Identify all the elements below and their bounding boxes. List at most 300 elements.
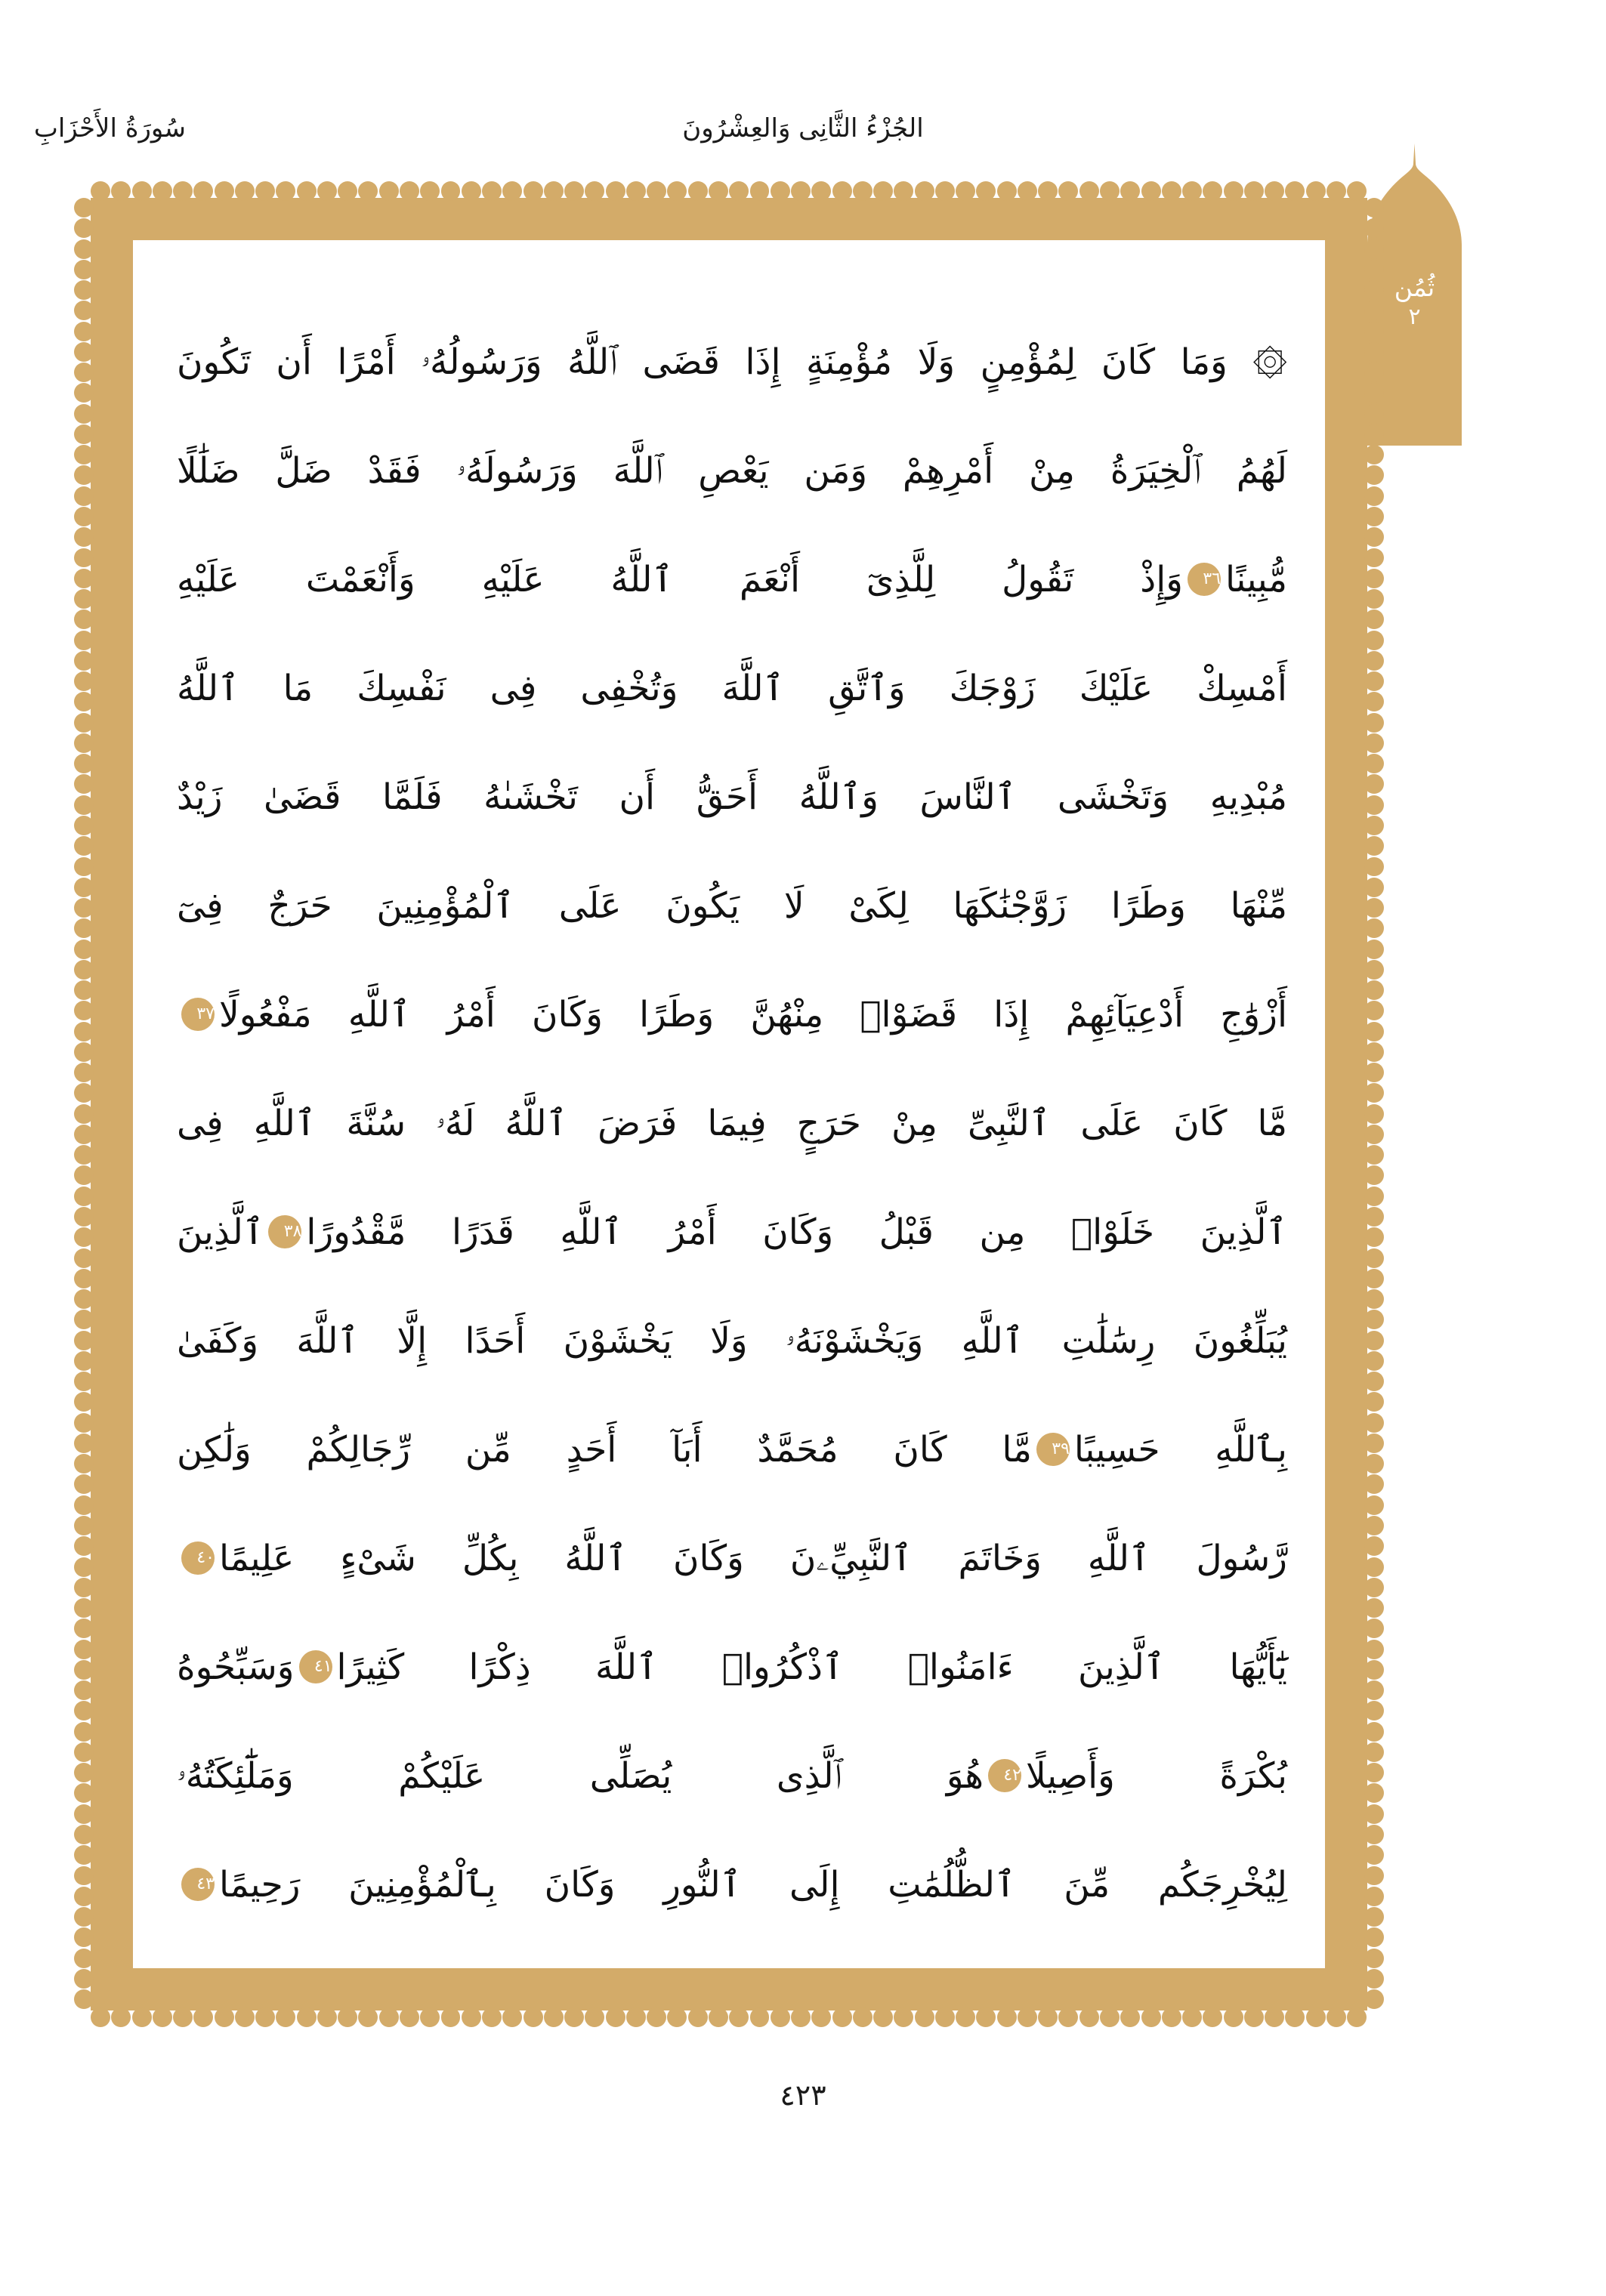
quran-line: [177, 1613, 1287, 1722]
scallop-bump: [853, 181, 872, 201]
scallop-bump: [1058, 2007, 1078, 2027]
scallop-bump: [915, 2007, 934, 2027]
scallop-bump: [74, 733, 94, 753]
scallop-bump: [1364, 1125, 1384, 1144]
ayah-number-badge: ٤٢: [988, 1759, 1021, 1792]
scallop-bump: [420, 2007, 440, 2027]
scallop-bump: [1364, 1042, 1384, 1062]
scallop-bump: [1364, 1660, 1384, 1680]
scallop-bump: [1141, 2007, 1161, 2027]
scallop-bump: [74, 486, 94, 506]
scallop-bump: [74, 569, 94, 588]
quran-line: [177, 1504, 1287, 1613]
scallop-bump: [74, 1042, 94, 1062]
scallop-bump: [74, 342, 94, 362]
scallop-bump: [894, 2007, 913, 2027]
scallop-bump: [74, 1763, 94, 1782]
scallop-bump: [1364, 1145, 1384, 1165]
ayah-number-badge: ٣٦: [1188, 563, 1221, 596]
scallop-bump: [606, 181, 625, 201]
quran-line: [177, 1396, 1287, 1504]
scallop-bump: [1038, 181, 1058, 201]
scallop-bump: [1120, 2007, 1140, 2027]
scallop-bump: [74, 1063, 94, 1082]
scallop-bump: [193, 2007, 213, 2027]
scallop-bump: [74, 1722, 94, 1742]
scallop-bump: [1182, 181, 1202, 201]
scallop-bump: [132, 2007, 152, 2027]
scallop-bump: [935, 181, 955, 201]
ayah-number-badge: ٣٧: [181, 998, 215, 1031]
scallop-bump: [379, 2007, 399, 2027]
quran-line: [177, 417, 1287, 526]
scallop-bump: [482, 2007, 502, 2027]
scallop-bump: [74, 1454, 94, 1474]
scallop-bump: [1364, 692, 1384, 711]
scallop-edge-bottom: [91, 2007, 1367, 2027]
ayah-number-badge: ٣٨: [268, 1215, 301, 1248]
scallop-bump: [1364, 609, 1384, 629]
scallop-bump: [1364, 445, 1384, 464]
scallop-bump: [1364, 1289, 1384, 1309]
scallop-edge-left: [74, 198, 94, 2011]
scallop-bump: [1364, 671, 1384, 691]
line-text-continued: وَإِذْ تَقُولُ لِلَّذِىٓ أَنْعَمَ ٱللَّهُ عَلَيْهِ وَأَنْعَمْتَ عَلَيْهِ: [177, 559, 1183, 600]
scallop-bump: [276, 181, 295, 201]
scallop-bump: [811, 2007, 831, 2027]
scallop-bump: [74, 692, 94, 711]
scallop-bump: [153, 2007, 172, 2027]
scallop-bump: [1285, 2007, 1305, 2027]
scallop-bump: [74, 609, 94, 629]
scallop-bump: [1224, 181, 1243, 201]
ayah-number-badge: ٤١: [299, 1650, 332, 1683]
scallop-bump: [74, 1578, 94, 1597]
scallop-bump: [853, 2007, 872, 2027]
scallop-bump: [564, 181, 584, 201]
scallop-bump: [74, 527, 94, 547]
scallop-bump: [153, 181, 172, 201]
scallop-bump: [1182, 2007, 1202, 2027]
decorative-frame: [91, 198, 1367, 2011]
scallop-bump: [873, 181, 893, 201]
scallop-bump: [729, 2007, 749, 2027]
scallop-bump: [1364, 713, 1384, 733]
scallop-bump: [1364, 1722, 1384, 1742]
scallop-bump: [1364, 1701, 1384, 1720]
line-text: مِّنْهَا وَطَرًا زَوَّجْنَٰكَهَا لِكَىْ لَا يَكُونَ عَلَى ٱلْمُؤْمِنِينَ حَرَجٌ فِىٓ: [177, 885, 1287, 927]
scallop-bump: [74, 1310, 94, 1329]
scallop-bump: [1364, 1269, 1384, 1288]
scallop-bump: [1364, 1949, 1384, 1968]
scallop-bump: [74, 1083, 94, 1103]
line-text: بُكْرَةً وَأَصِيلًا: [1025, 1755, 1287, 1797]
scallop-bump: [317, 181, 337, 201]
scallop-bump: [1364, 651, 1384, 671]
scallop-bump: [74, 1619, 94, 1638]
scallop-bump: [74, 1680, 94, 1700]
scallop-bump: [1364, 1825, 1384, 1844]
scallop-bump: [74, 631, 94, 650]
quran-line: [177, 1831, 1287, 1940]
scallop-bump: [74, 198, 94, 218]
ayah-number-badge: ٤٣: [181, 1868, 215, 1901]
thumn-label: ثُمُن: [1394, 273, 1435, 302]
line-text: مَّا كَانَ عَلَى ٱلنَّبِىِّ مِنْ حَرَجٍ فِيمَا فَرَضَ ٱللَّهُ لَهُۥ سُنَّةَ ٱللَّهِ فِى: [177, 1103, 1287, 1144]
scallop-bump: [502, 181, 522, 201]
line-text-continued: مَّا كَانَ مُحَمَّدٌ أَبَآ أَحَدٍ مِّن رِّجَالِكُمْ وَلَٰكِن: [177, 1429, 1032, 1470]
scallop-bump: [173, 2007, 193, 2027]
scallop-bump: [1244, 2007, 1264, 2027]
scallop-bump: [400, 2007, 419, 2027]
scallop-bump: [894, 181, 913, 201]
scallop-bump: [74, 940, 94, 959]
scallop-bump: [791, 181, 811, 201]
scallop-bump: [1364, 1989, 1384, 2009]
scallop-bump: [74, 1866, 94, 1886]
scallop-bump: [544, 181, 564, 201]
scallop-bump: [1364, 1783, 1384, 1803]
scallop-bump: [317, 2007, 337, 2027]
ayah-number-badge: ٤٠: [181, 1541, 215, 1575]
scallop-bump: [74, 589, 94, 609]
line-text: بِٱللَّهِ حَسِيبًا: [1073, 1429, 1287, 1470]
scallop-bump: [74, 260, 94, 279]
scallop-bump: [771, 181, 790, 201]
line-text: ۞ وَمَا كَانَ لِمُؤْمِنٍ وَلَا مُؤْمِنَةٍ إِذَا قَضَى ٱللَّهُ وَرَسُولُهُۥ أَمْرًا أَن تَكُونَ: [177, 341, 1287, 383]
scallop-bump: [976, 2007, 996, 2027]
scallop-bump: [523, 2007, 543, 2027]
scallop-bump: [1364, 1454, 1384, 1474]
scallop-bump: [74, 857, 94, 877]
scallop-bump: [1364, 836, 1384, 856]
scallop-bump: [1364, 1392, 1384, 1412]
scallop-bump: [276, 2007, 295, 2027]
scallop-bump: [74, 301, 94, 320]
scallop-bump: [74, 218, 94, 238]
scallop-bump: [647, 181, 666, 201]
scallop-bump: [1100, 2007, 1120, 2027]
scallop-bump: [74, 1474, 94, 1494]
scallop-bump: [1364, 733, 1384, 753]
scallop-bump: [935, 2007, 955, 2027]
scallop-bump: [74, 1372, 94, 1391]
line-text: رَّسُولَ ٱللَّهِ وَخَاتَمَ ٱلنَّبِيِّۦنَ وَكَانَ ٱللَّهُ بِكُلِّ شَىْءٍ عَلِيمًا: [219, 1538, 1287, 1579]
scallop-bump: [1364, 1640, 1384, 1659]
scallop-bump: [1364, 1680, 1384, 1700]
scallop-bump: [1364, 569, 1384, 588]
scallop-bump: [1265, 2007, 1284, 2027]
scallop-edge-right: [1364, 198, 1384, 2011]
scallop-bump: [1364, 342, 1384, 362]
scallop-bump: [215, 2007, 234, 2027]
scallop-bump: [74, 1413, 94, 1433]
scallop-bump: [1018, 2007, 1037, 2027]
scallop-bump: [1364, 1763, 1384, 1782]
scallop-bump: [1285, 181, 1305, 201]
quran-text-block: [177, 308, 1287, 1940]
line-text-continued: ٱلَّذِينَ: [177, 1211, 264, 1253]
line-text: أَمْسِكْ عَلَيْكَ زَوْجَكَ وَٱتَّقِ ٱللَّهَ وَتُخْفِى فِى نَفْسِكَ مَا ٱللَّهُ: [177, 668, 1287, 709]
scallop-bump: [585, 181, 604, 201]
scallop-bump: [1364, 631, 1384, 650]
scallop-bump: [338, 2007, 357, 2027]
scallop-bump: [74, 1907, 94, 1927]
scallop-bump: [462, 181, 481, 201]
thumn-number: ٢: [1408, 304, 1421, 331]
line-text: ٱلَّذِينَ خَلَوْا۟ مِن قَبْلُ وَكَانَ أَمْرُ ٱللَّهِ قَدَرًا مَّقْدُورًا: [306, 1211, 1287, 1253]
scallop-bump: [626, 181, 646, 201]
quran-line: [177, 743, 1287, 852]
scallop-bump: [544, 2007, 564, 2027]
scallop-bump: [1364, 1536, 1384, 1556]
scallop-bump: [1364, 239, 1384, 259]
scallop-bump: [74, 1887, 94, 1906]
scallop-bump: [1364, 465, 1384, 485]
scallop-bump: [74, 445, 94, 464]
scallop-bump: [1203, 181, 1222, 201]
scallop-bump: [1326, 181, 1346, 201]
scallop-bump: [74, 1825, 94, 1844]
juz-title: الجُزْءُ الثَّانِى وَالعِشْرُونَ: [682, 113, 924, 144]
scallop-bump: [1364, 980, 1384, 1000]
page-number: ٤٢٣: [780, 2078, 826, 2112]
scallop-bump: [1079, 2007, 1099, 2027]
scallop-bump: [1364, 1433, 1384, 1453]
scallop-bump: [1364, 754, 1384, 773]
scallop-bump: [74, 836, 94, 856]
scallop-bump: [1306, 2007, 1326, 2027]
surah-title: سُورَةُ الأَحْزَابِ: [33, 113, 186, 144]
scallop-bump: [1364, 1413, 1384, 1433]
scallop-bump: [482, 181, 502, 201]
scallop-bump: [1364, 280, 1384, 300]
scallop-bump: [1120, 181, 1140, 201]
scallop-bump: [74, 1331, 94, 1350]
scallop-bump: [173, 181, 193, 201]
scallop-bump: [688, 2007, 708, 2027]
scallop-bump: [74, 1660, 94, 1680]
scallop-bump: [74, 1495, 94, 1515]
scallop-bump: [1364, 1207, 1384, 1227]
quran-line: [177, 1287, 1287, 1396]
scallop-bump: [1100, 181, 1120, 201]
scallop-bump: [74, 1742, 94, 1762]
scallop-bump: [1364, 1310, 1384, 1329]
scallop-bump: [1364, 1619, 1384, 1638]
scallop-bump: [1364, 589, 1384, 609]
line-text: أَزْوَٰجِ أَدْعِيَآئِهِمْ إِذَا قَضَوْا۟ مِنْهُنَّ وَطَرًا وَكَانَ أَمْرُ ٱللَّهِ مَفْعُولًا: [219, 994, 1287, 1035]
scallop-bump: [1364, 1516, 1384, 1535]
scallop-bump: [1364, 1495, 1384, 1515]
scallop-bump: [111, 2007, 131, 2027]
scallop-bump: [74, 1949, 94, 1968]
scallop-bump: [976, 181, 996, 201]
line-text: مُبْدِيهِ وَتَخْشَى ٱلنَّاسَ وَٱللَّهُ أَحَقُّ أَن تَخْشَىٰهُ فَلَمَّا قَضَىٰ زَيْدٌ: [177, 776, 1287, 818]
scallop-bump: [74, 1207, 94, 1227]
scallop-bump: [74, 1104, 94, 1124]
scallop-bump: [74, 1125, 94, 1144]
scallop-bump: [1364, 1083, 1384, 1103]
line-text-continued: وَسَبِّحُوهُ: [177, 1646, 295, 1688]
scallop-bump: [1364, 1104, 1384, 1124]
scallop-bump: [74, 774, 94, 794]
scallop-edge-top: [91, 181, 1367, 201]
scallop-bump: [74, 1227, 94, 1247]
scallop-bump: [1364, 1227, 1384, 1247]
quran-line: [177, 1722, 1287, 1831]
scallop-bump: [400, 181, 419, 201]
scallop-bump: [1018, 181, 1037, 201]
scallop-bump: [647, 2007, 666, 2027]
scallop-bump: [1364, 1866, 1384, 1886]
line-text: لِيُخْرِجَكُم مِّنَ ٱلظُّلُمَٰتِ إِلَى ٱلنُّورِ وَكَانَ بِٱلْمُؤْمِنِينَ رَحِيمًا: [219, 1864, 1287, 1906]
scallop-bump: [1364, 940, 1384, 959]
scallop-bump: [997, 181, 1017, 201]
scallop-bump: [1364, 260, 1384, 279]
scallop-bump: [667, 181, 687, 201]
quran-line: [177, 634, 1287, 743]
scallop-bump: [1364, 1578, 1384, 1597]
scallop-bump: [74, 239, 94, 259]
scallop-bump: [297, 2007, 317, 2027]
scallop-bump: [74, 1187, 94, 1206]
scallop-bump: [255, 2007, 275, 2027]
scallop-bump: [1364, 1927, 1384, 1947]
scallop-bump: [1162, 181, 1181, 201]
scallop-bump: [1364, 507, 1384, 526]
scallop-bump: [956, 2007, 975, 2027]
scallop-bump: [74, 404, 94, 424]
scallop-bump: [255, 181, 275, 201]
scallop-bump: [750, 181, 770, 201]
scallop-bump: [729, 181, 749, 201]
scallop-bump: [74, 960, 94, 980]
scallop-bump: [420, 181, 440, 201]
scallop-bump: [1364, 1248, 1384, 1268]
scallop-bump: [771, 2007, 790, 2027]
scallop-bump: [667, 2007, 687, 2027]
scallop-bump: [235, 181, 255, 201]
scallop-bump: [441, 181, 461, 201]
scallop-bump: [626, 2007, 646, 2027]
scallop-bump: [1364, 1804, 1384, 1824]
scallop-bump: [1364, 486, 1384, 506]
quran-line: [177, 1069, 1287, 1178]
scallop-bump: [832, 181, 852, 201]
scallop-bump: [74, 918, 94, 938]
scallop-bump: [74, 1516, 94, 1535]
scallop-bump: [215, 181, 234, 201]
scallop-bump: [956, 181, 975, 201]
scallop-bump: [74, 465, 94, 485]
scallop-bump: [1364, 1165, 1384, 1185]
scallop-bump: [74, 280, 94, 300]
scallop-bump: [74, 1248, 94, 1268]
scallop-bump: [1364, 527, 1384, 547]
scallop-bump: [74, 1804, 94, 1824]
scallop-bump: [997, 2007, 1017, 2027]
scallop-bump: [74, 383, 94, 403]
scallop-bump: [74, 1783, 94, 1803]
scallop-bump: [462, 2007, 481, 2027]
scallop-bump: [74, 1701, 94, 1720]
line-text: لَهُمُ ٱلْخِيَرَةُ مِنْ أَمْرِهِمْ وَمَن يَعْصِ ٱللَّهَ وَرَسُولَهُۥ فَقَدْ ضَلَّ ضَلَٰلًا: [177, 450, 1287, 492]
scallop-bump: [1364, 548, 1384, 568]
scallop-bump: [1364, 198, 1384, 218]
line-text-continued: هُوَ ٱلَّذِى يُصَلِّى عَلَيْكُمْ وَمَلَٰٓئِكَتُهُۥ: [177, 1755, 984, 1797]
scallop-bump: [1364, 322, 1384, 341]
scallop-bump: [1306, 181, 1326, 201]
scallop-bump: [1364, 424, 1384, 444]
scallop-bump: [688, 181, 708, 201]
scallop-bump: [1364, 301, 1384, 320]
scallop-bump: [74, 1845, 94, 1865]
scallop-bump: [235, 2007, 255, 2027]
scallop-bump: [1364, 1907, 1384, 1927]
scallop-bump: [1224, 2007, 1243, 2027]
scallop-bump: [832, 2007, 852, 2027]
scallop-bump: [1364, 795, 1384, 815]
scallop-bump: [74, 1022, 94, 1042]
scallop-bump: [379, 181, 399, 201]
scallop-bump: [74, 1351, 94, 1371]
scallop-bump: [74, 322, 94, 341]
scallop-bump: [74, 424, 94, 444]
scallop-bump: [1364, 1331, 1384, 1350]
scallop-bump: [585, 2007, 604, 2027]
scallop-bump: [338, 181, 357, 201]
scallop-bump: [74, 816, 94, 835]
scallop-bump: [111, 181, 131, 201]
scallop-bump: [74, 795, 94, 815]
scallop-bump: [1364, 960, 1384, 980]
scallop-bump: [1364, 1742, 1384, 1762]
scallop-bump: [1364, 1557, 1384, 1577]
line-text: يُبَلِّغُونَ رِسَٰلَٰتِ ٱللَّهِ وَيَخْشَوْنَهُۥ وَلَا يَخْشَوْنَ أَحَدًا إِلَّا ٱللَّهَ وَكَفَىٰ: [177, 1320, 1288, 1362]
scallop-bump: [791, 2007, 811, 2027]
scallop-bump: [1203, 2007, 1222, 2027]
scallop-bump: [358, 181, 378, 201]
scallop-bump: [74, 754, 94, 773]
scallop-bump: [74, 1165, 94, 1185]
scallop-bump: [1162, 2007, 1181, 2027]
scallop-bump: [74, 1289, 94, 1309]
scallop-bump: [74, 1989, 94, 2009]
quran-line: [177, 308, 1287, 417]
scallop-bump: [74, 1536, 94, 1556]
scallop-bump: [74, 363, 94, 382]
scallop-bump: [441, 2007, 461, 2027]
scallop-bump: [1364, 218, 1384, 238]
scallop-bump: [811, 181, 831, 201]
scallop-bump: [74, 507, 94, 526]
scallop-bump: [1364, 1887, 1384, 1906]
scallop-bump: [1364, 1351, 1384, 1371]
scallop-bump: [74, 1557, 94, 1577]
scallop-bump: [1364, 1969, 1384, 1989]
scallop-bump: [1265, 181, 1284, 201]
scallop-bump: [523, 181, 543, 201]
scallop-bump: [74, 1433, 94, 1453]
scallop-bump: [709, 181, 728, 201]
scallop-bump: [1364, 898, 1384, 918]
scallop-bump: [1364, 404, 1384, 424]
scallop-bump: [709, 2007, 728, 2027]
scallop-bump: [74, 651, 94, 671]
scallop-bump: [1244, 181, 1264, 201]
scallop-bump: [74, 713, 94, 733]
